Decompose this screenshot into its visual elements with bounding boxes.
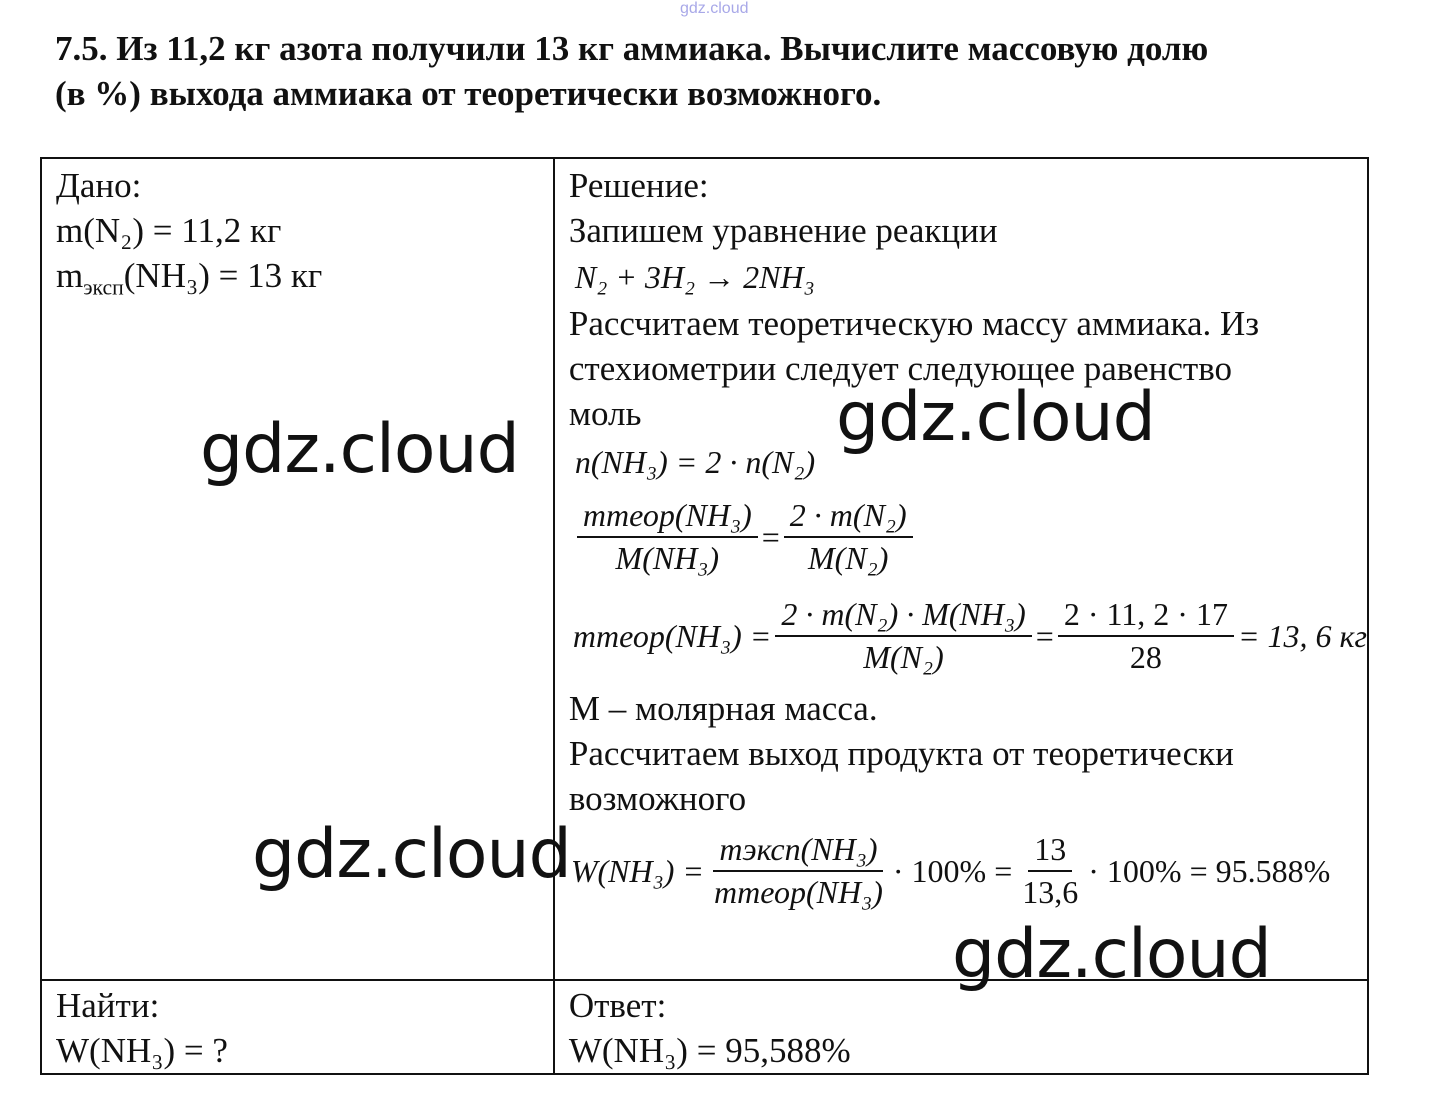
given-title: Дано: [56,166,142,205]
solution-step-reaction: Запишем уравнение реакции [568,211,998,250]
mass-fraction-numeric [1058,596,1234,676]
solution-step-yield-2: возможного [568,779,747,818]
watermark-2: gdz.cloud [836,378,1155,457]
reaction-equation: N₂ + 3H₂ → 2NH₃ [574,258,815,295]
mass-den-symbolic: M(N₂) [863,639,944,675]
mass-eq-result: = 13, 6 кг [1237,617,1367,654]
ratio-equation [573,488,1367,586]
yield-eq-mid: · 100% = [892,852,1013,889]
ratio-num-right: 2 · m(N₂) [784,497,913,538]
solution-cell [554,158,1368,980]
yield-fraction-numeric [1016,831,1084,911]
mass-num-symbolic: 2 · m(N₂) · M(NH₃) [775,596,1031,637]
yield-eq-result: · 100% = 95.588% [1088,852,1331,889]
answer-title: Ответ: [568,986,667,1025]
solution-step-yield-1: Рассчитаем выход продукта от теоретически [568,734,1234,773]
given-mass-subscript: эксп [83,275,124,300]
solution-step-theoretical-1: Рассчитаем теоретическую массу аммиака. Из [568,304,1260,343]
ratio-den-left: M(NH₃) [615,540,720,576]
watermark-3: gdz.cloud [252,815,571,894]
yield-eq-left: W(NH₃) = [570,852,704,889]
answer-value: W(NH₃) = 95,588% [568,1031,851,1070]
solution-title: Решение: [568,166,709,205]
mass-den-numeric: 28 [1129,639,1162,675]
equals-sign: = [761,518,780,555]
problem-statement [55,26,1385,116]
ratio-num-left: mтеор(NH₃) [577,497,758,538]
find-title: Найти: [56,986,160,1025]
ratio-fraction-right [784,497,913,577]
yield-den-symbolic: mтеор(NH₃) [714,874,883,910]
mass-eq-left: mтеор(NH₃) = [572,617,772,654]
solution-step-theoretical-3: моль [568,394,642,433]
mass-fraction-symbolic [775,596,1031,676]
molar-mass-note: M – молярная масса. [568,689,878,728]
watermark-1: gdz.cloud [200,410,519,489]
yield-num-symbolic: mэксп(NH₃) [713,831,883,872]
given-mass-symbol: m [56,256,84,295]
mass-num-numeric: 2 · 11, 2 · 17 [1058,596,1234,637]
ratio-den-right: M(N₂) [808,540,889,576]
watermark-4: gdz.cloud [952,915,1271,994]
problem-line-2: (в %) выхода аммиака от теоретически возможного. [55,74,882,113]
given-mass-nitrogen: m(N₂) = 11,2 кг [56,211,282,250]
mass-equation [573,586,1367,686]
find-target: W(NH₃) = ? [56,1031,228,1070]
given-mass-ammonia [56,253,553,311]
yield-den-numeric: 13,6 [1022,874,1079,910]
ratio-fraction-left [577,497,758,577]
equals-sign: = [1035,617,1054,654]
problem-line-1: 7.5. Из 11,2 кг азота получили 13 кг аммиака. Вычислите массовую долю [55,29,1209,68]
site-mark-top: gdz.cloud [680,0,749,17]
yield-num-numeric: 13 [1028,831,1072,872]
yield-equation [571,821,1367,921]
given-mass-rest: (NH₃) = 13 кг [123,256,323,295]
find-cell [41,980,554,1074]
answer-cell [554,980,1368,1074]
moles-equation: n(NH₃) = 2 · n(N₂) [574,443,816,480]
yield-fraction-symbolic [708,831,889,911]
solution-step-theoretical-2: стехиометрии следует следующее равенство [568,349,1232,388]
